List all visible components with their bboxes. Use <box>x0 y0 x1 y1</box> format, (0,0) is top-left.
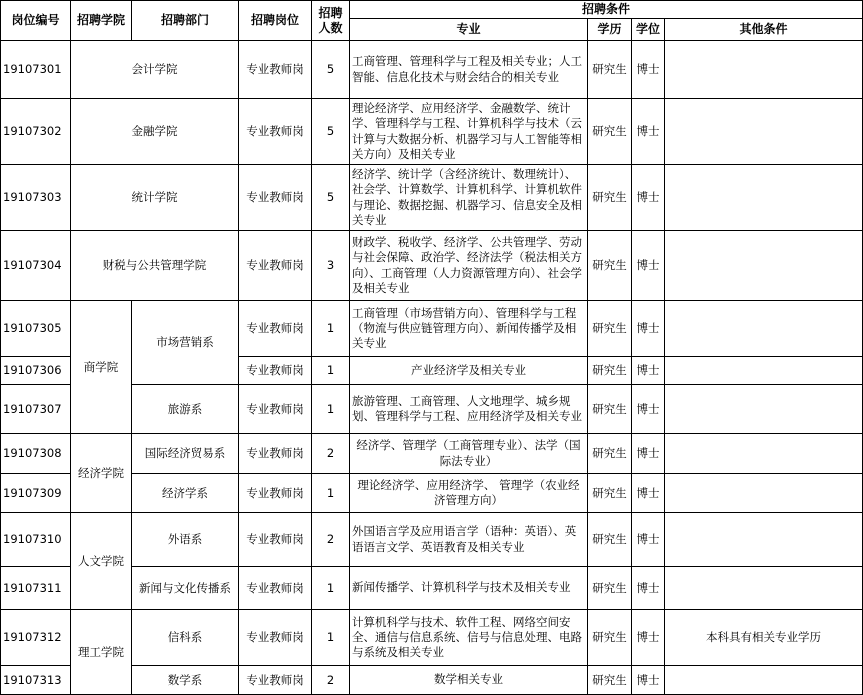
major-cell: 工商管理（市场营销方向）、管理科学与工程（物流与供应链管理方向）、新闻传播学及相关专业 <box>350 301 588 357</box>
education-cell: 研究生 <box>588 474 632 513</box>
degree-cell: 博士 <box>632 474 665 513</box>
count-cell: 2 <box>312 666 350 695</box>
other-cell <box>665 434 863 474</box>
degree-cell: 博士 <box>632 41 665 99</box>
position-cell: 专业教师岗 <box>239 231 312 301</box>
post-id: 19107303 <box>1 165 71 231</box>
position-cell: 专业教师岗 <box>239 610 312 666</box>
education-cell: 研究生 <box>588 567 632 610</box>
table-row <box>1 41 863 99</box>
count-cell: 1 <box>312 567 350 610</box>
degree-cell: 博士 <box>632 301 665 357</box>
education-cell: 研究生 <box>588 165 632 231</box>
degree-cell: 博士 <box>632 434 665 474</box>
count-cell: 3 <box>312 231 350 301</box>
major-cell: 新闻传播学、计算机科学与技术及相关专业 <box>350 567 588 610</box>
table-row <box>1 513 863 567</box>
major-cell: 财政学、税收学、经济学、公共管理学、劳动与社会保障、政治学、经济法学（税法相关方向）、工商管理（人力资源管理方向）、社会学及相关专业 <box>350 231 588 301</box>
education-cell: 研究生 <box>588 610 632 666</box>
post-id: 19107308 <box>1 434 71 474</box>
unit-name: 金融学院 <box>71 99 239 165</box>
header-position: 招聘岗位 <box>239 1 312 41</box>
department-name: 经济学系 <box>132 474 239 513</box>
degree-cell: 博士 <box>632 567 665 610</box>
position-cell: 专业教师岗 <box>239 385 312 434</box>
position-cell: 专业教师岗 <box>239 357 312 385</box>
education-cell: 研究生 <box>588 385 632 434</box>
department-name: 国际经济贸易系 <box>132 434 239 474</box>
other-cell <box>665 567 863 610</box>
other-cell <box>665 385 863 434</box>
other-cell <box>665 513 863 567</box>
unit-name: 会计学院 <box>71 41 239 99</box>
header-major: 专业 <box>350 19 588 41</box>
position-cell: 专业教师岗 <box>239 567 312 610</box>
position-cell: 专业教师岗 <box>239 434 312 474</box>
degree-cell: 博士 <box>632 610 665 666</box>
position-cell: 专业教师岗 <box>239 99 312 165</box>
department-name: 新闻与文化传播系 <box>132 567 239 610</box>
count-cell: 1 <box>312 357 350 385</box>
major-cell: 外国语言学及应用语言学（语种：英语）、英语语言文学、英语教育及相关专业 <box>350 513 588 567</box>
count-cell: 1 <box>312 385 350 434</box>
post-id: 19107309 <box>1 474 71 513</box>
education-cell: 研究生 <box>588 301 632 357</box>
header-row-1 <box>1 1 863 19</box>
table-row <box>1 610 863 666</box>
post-id: 19107305 <box>1 301 71 357</box>
count-cell: 5 <box>312 165 350 231</box>
other-cell <box>665 41 863 99</box>
header-degree: 学位 <box>632 19 665 41</box>
post-id: 19107301 <box>1 41 71 99</box>
other-cell <box>665 231 863 301</box>
position-cell: 专业教师岗 <box>239 666 312 695</box>
department-name: 数学系 <box>132 666 239 695</box>
major-cell: 工商管理、管理科学与工程及相关专业；人工智能、信息化技术与财会结合的相关专业 <box>350 41 588 99</box>
table-row <box>1 165 863 231</box>
other-cell <box>665 301 863 357</box>
post-id: 19107306 <box>1 357 71 385</box>
table-row <box>1 231 863 301</box>
major-cell: 旅游管理、工商管理、人文地理学、城乡规划、管理科学与工程、应用经济学及相关专业 <box>350 385 588 434</box>
table-row <box>1 99 863 165</box>
education-cell: 研究生 <box>588 434 632 474</box>
post-id: 19107310 <box>1 513 71 567</box>
degree-cell: 博士 <box>632 513 665 567</box>
count-cell: 5 <box>312 41 350 99</box>
degree-cell: 博士 <box>632 666 665 695</box>
count-cell: 5 <box>312 99 350 165</box>
other-cell <box>665 99 863 165</box>
college-name: 人文学院 <box>71 513 132 610</box>
position-cell: 专业教师岗 <box>239 41 312 99</box>
major-cell: 经济学、管理学（工商管理专业）、法学（国际法专业） <box>350 434 588 474</box>
major-cell: 理论经济学、应用经济学、 管理学（农业经济管理方向） <box>350 474 588 513</box>
major-cell: 计算机科学与技术、软件工程、网络空间安全、通信与信息系统、信号与信息处理、电路与系统及相关专业 <box>350 610 588 666</box>
post-id: 19107304 <box>1 231 71 301</box>
header-post-id: 岗位编号 <box>1 1 71 41</box>
department-name: 信科系 <box>132 610 239 666</box>
other-cell <box>665 165 863 231</box>
count-cell: 1 <box>312 610 350 666</box>
post-id: 19107313 <box>1 666 71 695</box>
count-cell: 2 <box>312 513 350 567</box>
education-cell: 研究生 <box>588 231 632 301</box>
table-row <box>1 301 863 357</box>
header-conditions: 招聘条件 <box>350 1 863 19</box>
major-cell: 数学相关专业 <box>350 666 588 695</box>
degree-cell: 博士 <box>632 165 665 231</box>
post-id: 19107311 <box>1 567 71 610</box>
education-cell: 研究生 <box>588 666 632 695</box>
post-id: 19107307 <box>1 385 71 434</box>
major-cell: 理论经济学、应用经济学、金融数学、统计学、管理科学与工程、计算机科学与技术（云计算与大数据分析、机器学习与人工智能等相关方向）及相关专业 <box>350 99 588 165</box>
header-college: 招聘学院 <box>71 1 132 41</box>
header-education: 学历 <box>588 19 632 41</box>
unit-name: 财税与公共管理学院 <box>71 231 239 301</box>
header-count: 招聘人数 <box>312 1 350 41</box>
other-cell <box>665 474 863 513</box>
position-cell: 专业教师岗 <box>239 513 312 567</box>
education-cell: 研究生 <box>588 357 632 385</box>
education-cell: 研究生 <box>588 513 632 567</box>
position-cell: 专业教师岗 <box>239 165 312 231</box>
unit-name: 统计学院 <box>71 165 239 231</box>
table-row <box>1 434 863 474</box>
education-cell: 研究生 <box>588 41 632 99</box>
department-name: 旅游系 <box>132 385 239 434</box>
department-name: 市场营销系 <box>132 301 239 385</box>
count-cell: 1 <box>312 301 350 357</box>
department-name: 外语系 <box>132 513 239 567</box>
college-name: 理工学院 <box>71 610 132 695</box>
post-id: 19107312 <box>1 610 71 666</box>
other-cell: 本科具有相关专业学历 <box>665 610 863 666</box>
other-cell <box>665 357 863 385</box>
post-id: 19107302 <box>1 99 71 165</box>
header-department: 招聘部门 <box>132 1 239 41</box>
college-name: 商学院 <box>71 301 132 434</box>
degree-cell: 博士 <box>632 231 665 301</box>
position-cell: 专业教师岗 <box>239 301 312 357</box>
other-cell <box>665 666 863 695</box>
degree-cell: 博士 <box>632 357 665 385</box>
education-cell: 研究生 <box>588 99 632 165</box>
college-name: 经济学院 <box>71 434 132 513</box>
count-cell: 1 <box>312 474 350 513</box>
position-cell: 专业教师岗 <box>239 474 312 513</box>
degree-cell: 博士 <box>632 99 665 165</box>
major-cell: 产业经济学及相关专业 <box>350 357 588 385</box>
major-cell: 经济学、统计学（含经济统计、数理统计）、社会学、计算数学、计算机科学、计算机软件与理论、数据挖掘、机器学习、信息安全及相关专业 <box>350 165 588 231</box>
header-other: 其他条件 <box>665 19 863 41</box>
degree-cell: 博士 <box>632 385 665 434</box>
count-cell: 2 <box>312 434 350 474</box>
